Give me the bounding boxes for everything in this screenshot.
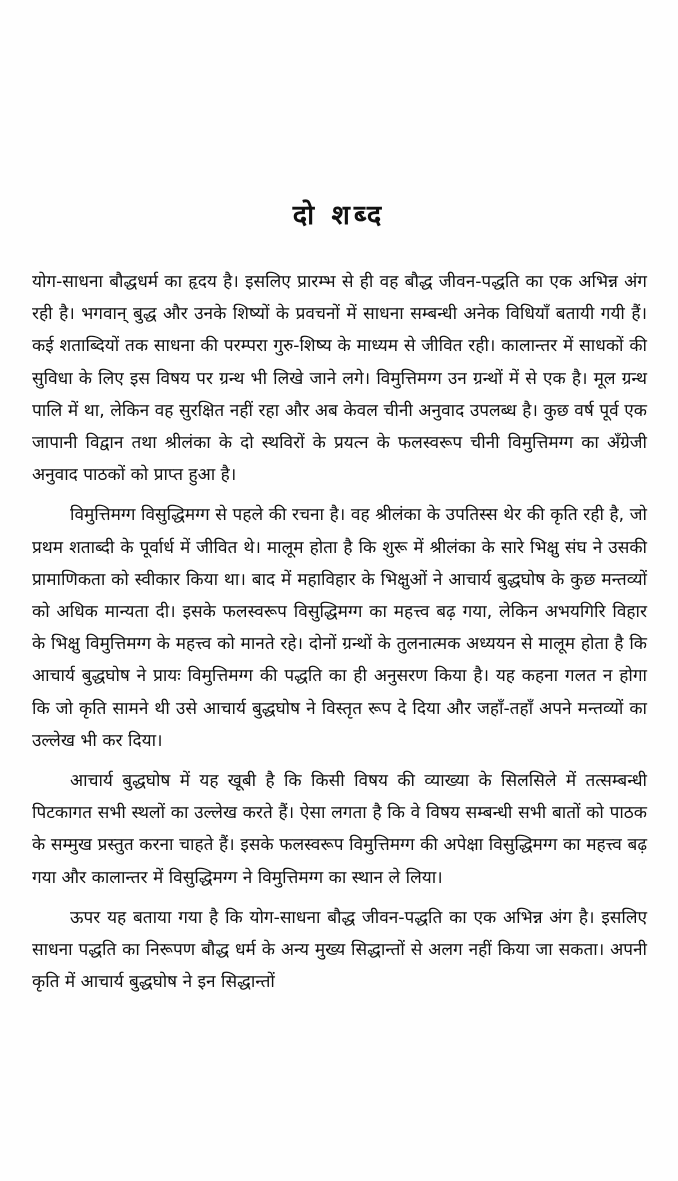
paragraph: ऊपर यह बताया गया है कि योग-साधना बौद्ध जीवन-पद्धति का एक अभिन्न अंग है। इसलिए साधना पद्धति का निरूपण बौद्ध धर्म के अन्य मुख्य सिद्धान्तों से अलग नहीं किया जा सकता। अपनी कृति में आचार्य बुद्धघोष ने इन सिद्धान्तों: [32, 907, 647, 993]
paragraph: विमुत्तिमग्ग विसुद्धिमग्ग से पहले की रचना है। वह श्रीलंका के उपतिस्स थेर की कृति रही है, जो प्रथम शताब्दी के पूर्वार्ध में जीवित थे। मालूम होता है कि शुरू में श्रीलंका के सारे भिक्षु संघ ने उसकी प्रामाणिकता को स्वीकार किया था। बाद में महाविहार के भिक्षुओं ने आचार्य बुद्धघोष के कुछ मन्तव्यों को अधिक मान्यता दी। इसके फलस्वरूप विसुद्धिमग्ग का महत्त्व बढ़ गया, लेकिन अभयगिरि विहार के भिक्षु विमुत्तिमग्ग के महत्त्व को मानते रहे। दोनों ग्रन्थों के तुलनात्मक अध्ययन से मालूम होता है कि आचार्य बुद्धघोष ने प्रायः विमुत्तिमग्ग की पद्धति का ही अनुसरण किया है। यह कहना गलत न होगा कि जो कृति सामने थी उसे आचार्य बुद्धघोष ने विस्तृत रूप दे दिया और जहाँ-तहाँ अपने मन्तव्यों का उल्लेख भी कर दिया।: [32, 505, 647, 751]
paragraph: योग-साधना बौद्धधर्म का हृदय है। इसलिए प्रारम्भ से ही वह बौद्ध जीवन-पद्धति का एक अभिन्न अंग रही है। भगवान् बुद्ध और उनके शिष्यों के प्रवचनों में साधना सम्बन्धी अनेक विधियाँ बतायी गयी हैं। कई शताब्दियों तक साधना की परम्परा गुरु-शिष्य के माध्यम से जीवित रही। कालान्तर में साधकों की सुविधा के लिए इस विषय पर ग्रन्थ भी लिखे जाने लगे। विमुत्तिमग्ग उन ग्रन्थों में से एक है। मूल ग्रन्थ पालि में था, लेकिन वह सुरक्षित नहीं रहा और अब केवल चीनी अनुवाद उपलब्ध है। कुछ वर्ष पूर्व एक जापानी विद्वान तथा श्रीलंका के दो स्थविरों के प्रयत्न के फलस्वरूप चीनी विमुत्तिमग्ग का अँग्रेजी अनुवाद पाठकों को प्राप्त हुआ है।: [32, 272, 647, 486]
body-text: [32, 266, 647, 1006]
page-title: दो शब्द: [292, 200, 386, 231]
paragraph: आचार्य बुद्धघोष में यह खूबी है कि किसी विषय की व्याख्या के सिलसिले में तत्सम्बन्धी पिटकागत सभी स्थलों का उल्लेख करते हैं। ऐसा लगता है कि वे विषय सम्बन्धी सभी बातों को पाठक के सम्मुख प्रस्तुत करना चाहते हैं। इसके फलस्वरूप विमुत्तिमग्ग की अपेक्षा विसुद्धिमग्ग का महत्त्व बढ़ गया और कालान्तर में विसुद्धिमग्ग ने विमुत्तिमग्ग का स्थान ले लिया।: [32, 771, 647, 888]
